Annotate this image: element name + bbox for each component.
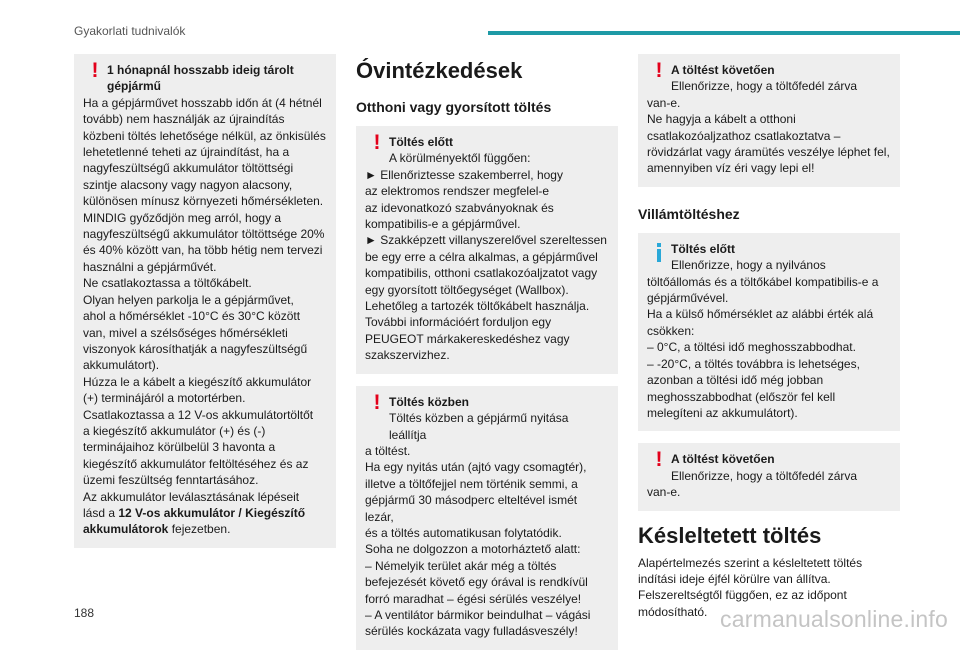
text-line: forró maradhat – égési sérülés veszélye! xyxy=(365,591,582,606)
text-line: amennyiben víz éri vagy lepi el! xyxy=(647,161,815,176)
column-3 xyxy=(638,54,900,620)
box-first-line: Ellenőrizze, hogy a töltőfedél zárva xyxy=(671,468,858,483)
text-line: töltőállomás és a töltőkábel kompatibilis-e a xyxy=(647,274,879,289)
text-line: indítási ideje éjfél körülre van állítva. xyxy=(638,571,831,586)
ref-bold: akkumulátorok xyxy=(83,522,169,537)
text-line: szintje alacsony vagy nagyon alacsony, xyxy=(83,177,293,192)
box-title: Töltés közben xyxy=(389,394,470,409)
box-title: Töltés előtt xyxy=(389,135,454,149)
text-line: PEUGEOT márkakereskedéshez vagy xyxy=(365,331,570,346)
box-body xyxy=(365,443,609,640)
text-line: nagyfeszültségű akkumulátor töltöttségi xyxy=(83,161,294,176)
ref-suffix: fejezetben. xyxy=(168,522,231,537)
warning-box-during-charging xyxy=(356,386,618,650)
text-line: Olyan helyen parkolja le a gépjárművet, xyxy=(83,292,294,307)
text-line: – -20°C, a töltés továbbra is lehetséges, xyxy=(647,356,860,371)
text-line: Ha a gépjárművet hosszabb időn át (4 hétnél xyxy=(83,95,322,110)
text-line: rövidzárlat vagy áramütés veszélye léphet fel, xyxy=(647,145,890,160)
box-reference-line xyxy=(83,521,327,537)
text-line: a töltést. xyxy=(365,443,411,458)
text-line: Az akkumulátor leválasztásának lépéseit xyxy=(83,489,300,504)
text-line: és a töltés automatikusan folytatódik. xyxy=(365,525,562,540)
text-line: különösen mínusz környezeti hőmérsékleten. xyxy=(83,194,324,209)
text-line: van-e. xyxy=(647,95,681,110)
text-line: Húzza le a kábelt a kiegészítő akkumulátor xyxy=(83,374,312,389)
warning-box-after-rapid-charging xyxy=(638,443,900,510)
text-line: illetve a töltőfejjel nem történik semmi, a xyxy=(365,476,578,491)
text-line: Ne csatlakoztassa a töltőkábelt. xyxy=(83,276,252,291)
subsection-heading: Otthoni vagy gyorsított töltés xyxy=(356,99,552,115)
text-line: gépjármű 30 másodperc elteltével ismét lezár, xyxy=(365,493,578,524)
text-line: az idevonatkozó szabványoknak és xyxy=(365,200,554,215)
box-body xyxy=(647,484,891,500)
exclamation-icon: ! xyxy=(91,59,99,82)
text-line: be egy erre a célra alkalmas, a gépjárművel xyxy=(365,249,598,264)
header-accent-bar xyxy=(488,31,960,35)
text-line: az elektromos rendszer megfelel-e xyxy=(365,184,550,199)
box-title: Töltés előtt xyxy=(671,241,736,256)
text-line: viszonyok károsíthatják a nagyfeszültségű xyxy=(83,341,308,356)
text-line: – A ventilátor bármikor beindulhat – vágási xyxy=(365,607,591,622)
warning-box-storage xyxy=(74,54,336,548)
text-line: akkumulátort). xyxy=(83,358,160,373)
exclamation-icon: ! xyxy=(655,448,663,472)
text-line: nagyfeszültségű akkumulátor töltöttsége 20% xyxy=(83,227,325,242)
text-line: módosítható. xyxy=(638,604,708,619)
text-line: Lehetőleg a tartozék töltőkábelt használja. xyxy=(365,299,590,314)
text-line: azonban a töltési idő még jobban xyxy=(647,373,824,388)
exclamation-icon: ! xyxy=(373,131,381,154)
text-line: További információért forduljon egy xyxy=(365,315,552,330)
warning-box-before-charging xyxy=(356,126,618,374)
exclamation-icon: ! xyxy=(655,59,663,82)
text-line: Csatlakoztassa a 12 V-os akkumulátortöltőt xyxy=(83,407,314,422)
warning-box-after-charging xyxy=(638,54,900,187)
info-box-before-rapid-charging xyxy=(638,233,900,431)
text-line: ahol a hőmérséklet -10°C és 30°C között xyxy=(83,309,301,324)
section-heading: Óvintézkedések xyxy=(356,58,523,83)
text-line: üzemi feszültség fenntartásához. xyxy=(83,473,259,488)
column-2 xyxy=(356,54,618,662)
text-line: csatlakozóaljzathoz csatlakoztatva – xyxy=(647,128,841,143)
text-line: csökken: xyxy=(647,323,695,338)
text-line: egy gyorsított töltőegységet (Wallbox). xyxy=(365,282,569,297)
box-title-line: 1 hónapnál hosszabb ideig tárolt xyxy=(107,63,294,77)
text-line: Ha a külső hőmérséklet az alábbi érték alá xyxy=(647,307,874,322)
box-title-line: gépjármű xyxy=(107,79,162,94)
text-line: – 0°C, a töltési idő meghosszabbodhat. xyxy=(647,340,856,355)
text-line: melegíteni az akkumulátort). xyxy=(647,405,798,420)
text-line: Soha ne dolgozzon a motorháztető alatt: xyxy=(365,542,581,557)
text-line: sérülés kockázata vagy fulladásveszély! xyxy=(365,624,578,639)
subsection-heading: Villámtöltéshez xyxy=(638,205,740,222)
text-line: használni a gépjárművét. xyxy=(83,259,217,274)
box-title: A töltést követően xyxy=(671,452,775,467)
text-line: ► Ellenőriztesse szakemberrel, hogy xyxy=(365,167,563,182)
text-line: – Némelyik terület akár még a töltés xyxy=(365,558,557,573)
ref-prefix: lásd a xyxy=(83,505,119,520)
watermark: carmanualsonline.info xyxy=(720,606,948,632)
info-icon xyxy=(647,241,671,262)
text-line: MINDIG győződjön meg arról, hogy a xyxy=(83,210,282,225)
text-line: van, mivel a szélsőséges hőmérsékleti xyxy=(83,325,288,340)
text-line: Ha egy nyitás után (ajtó vagy csomagtér), xyxy=(365,460,587,475)
box-first-line: Ellenőrizze, hogy a nyilvános xyxy=(671,258,826,273)
text-line: van-e. xyxy=(647,485,681,500)
text-line: tovább) nem használják az újraindítás xyxy=(83,112,285,127)
text-line: Ne hagyja a kábelt a otthoni xyxy=(647,112,796,127)
box-body xyxy=(83,95,327,505)
text-line: ► Szakképzett villanyszerelővel szereltessen xyxy=(365,233,607,248)
text-line: befejezését követő egy órával is rendkívül xyxy=(365,575,588,590)
box-reference-line xyxy=(83,505,327,521)
text-line: lehetetlenné teheti az újraindítást, ha a xyxy=(83,145,290,160)
text-line: a kiegészítő akkumulátor (+) és (-) xyxy=(83,423,266,438)
running-header: Gyakorlati tudnivalók xyxy=(74,24,186,38)
text-line: szakszervizhez. xyxy=(365,348,450,363)
text-line: kompatibilis, otthoni csatlakozóaljzatot vagy xyxy=(365,266,598,281)
box-body xyxy=(365,167,609,364)
text-line: gépjárművével. xyxy=(647,291,729,306)
text-line: kiegészítő akkumulátor feltöltéséhez és az xyxy=(83,456,309,471)
text-line: terminájaihoz körülbelül 3 havonta a xyxy=(83,440,276,455)
section-heading: Késleltetett töltés xyxy=(638,522,822,548)
text-line: és 40% között van, ha több hétig nem tervezi xyxy=(83,243,323,258)
page-number: 188 xyxy=(74,606,95,620)
exclamation-icon: ! xyxy=(373,390,381,414)
box-first-line: Töltés közben a gépjármű nyitása leállítja xyxy=(389,411,569,442)
text-line: Felszereltségtől függően, ez az időpont xyxy=(638,588,847,603)
box-first-line: A körülményektől függően: xyxy=(389,151,531,166)
text-line: Alapértelmezés szerint a késleltetett töltés xyxy=(638,555,863,570)
box-first-line: Ellenőrizze, hogy a töltőfedél zárva xyxy=(671,79,858,94)
text-line: (+) terminájáról a motortérben. xyxy=(83,391,246,406)
ref-bold: 12 V-os akkumulátor / Kiegészítő xyxy=(118,505,306,520)
column-1 xyxy=(74,54,336,560)
box-title: A töltést követően xyxy=(671,63,775,77)
box-body xyxy=(647,95,891,177)
text-line: kompatibilis-e a gépjárművel. xyxy=(365,217,521,232)
box-body xyxy=(647,274,891,422)
text-line: közbeni töltés lehetősége nélkül, az önkisülés xyxy=(83,128,326,143)
text-line: meghosszabbodhat (először fel kell xyxy=(647,389,836,404)
